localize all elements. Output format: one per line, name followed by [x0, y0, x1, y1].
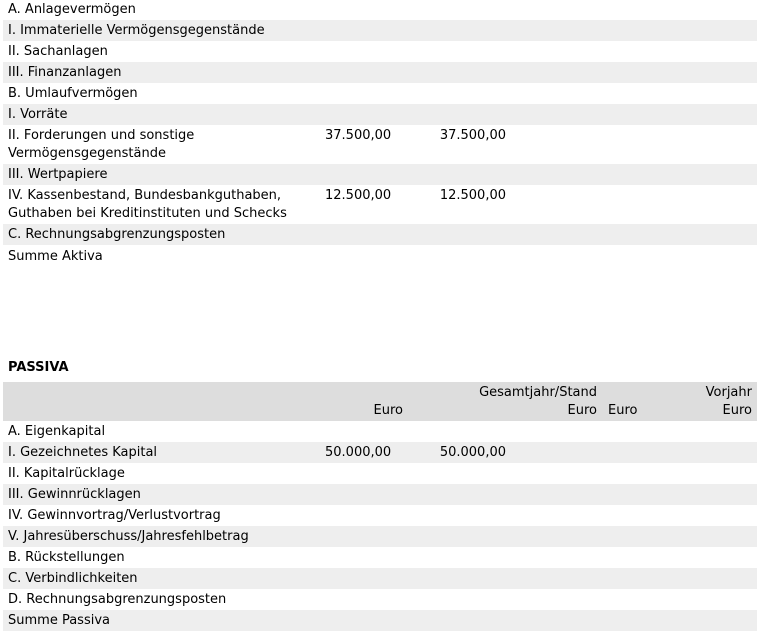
value-cell [408, 484, 602, 505]
table-row [3, 104, 757, 125]
value-cell: 50.000,00 [320, 442, 408, 463]
value-cell [602, 505, 662, 526]
table-row [3, 442, 757, 463]
passiva-table [3, 382, 757, 631]
value-cell [602, 484, 662, 505]
value-cell [662, 505, 757, 526]
row-label: I. Immaterielle Vermögensgegenstände [3, 20, 320, 41]
value-cell [320, 463, 408, 484]
table-row [3, 421, 757, 442]
value-cell [320, 568, 408, 589]
value-cell [320, 83, 408, 104]
row-label: IV. Kassenbestand, Bundesbankguthaben, Guthaben bei Kreditinstituten und Schecks [8, 188, 287, 221]
table-row [3, 505, 757, 526]
value-cell [320, 41, 408, 62]
table-row [3, 484, 757, 505]
header-cell-vorjahr [662, 382, 757, 421]
row-label: III. Gewinnrücklagen [3, 484, 320, 505]
value-cell [662, 610, 757, 631]
value-cell [662, 589, 757, 610]
header-bottom: Euro [608, 403, 638, 418]
row-label: C. Verbindlichkeiten [3, 568, 320, 589]
value-cell [408, 526, 602, 547]
value-cell [602, 610, 662, 631]
value-cell [320, 104, 408, 125]
value-cell [662, 442, 757, 463]
value-cell [408, 421, 602, 442]
value-cell [320, 505, 408, 526]
value-cell [408, 463, 602, 484]
value-cell [602, 125, 662, 164]
value-cell [662, 185, 757, 224]
value-cell [602, 547, 662, 568]
value-cell [662, 62, 757, 83]
row-label: I. Gezeichnetes Kapital [3, 442, 320, 463]
value-cell [320, 20, 408, 41]
value-cell [662, 20, 757, 41]
header-cell-gesamtjahr [408, 382, 602, 421]
value-cell [320, 547, 408, 568]
table-row [3, 185, 757, 224]
value-cell: 12.500,00 [439, 188, 506, 203]
value-cell [602, 442, 662, 463]
value-cell [602, 245, 662, 267]
table-header-row [3, 382, 757, 421]
value-cell [602, 62, 662, 83]
value-cell [602, 0, 662, 20]
value-cell [662, 224, 757, 245]
value-cell [408, 83, 602, 104]
row-label: IV. Gewinnvortrag/Verlustvortrag [8, 508, 221, 523]
value-cell [320, 526, 408, 547]
value-cell [662, 164, 757, 185]
value-cell [408, 245, 602, 267]
aktiva-table [3, 0, 757, 267]
value-cell [408, 20, 602, 41]
value-cell [408, 41, 602, 62]
value-cell [408, 589, 602, 610]
value-cell [662, 0, 757, 20]
value-cell [662, 526, 757, 547]
value-cell [320, 610, 408, 631]
table-row [3, 547, 757, 568]
row-label: II. Forderungen und sonstige Vermögensgegenstände [8, 128, 195, 161]
table-row [3, 62, 757, 83]
value-cell [408, 224, 602, 245]
value-cell: 12.500,00 [325, 188, 392, 203]
value-cell [662, 568, 757, 589]
total-label: Summe Passiva [3, 610, 320, 631]
value-cell [662, 484, 757, 505]
total-row [3, 610, 757, 631]
row-label: A. Eigenkapital [8, 424, 106, 439]
value-cell [408, 62, 602, 83]
row-label: III. Finanzanlagen [3, 62, 320, 83]
value-cell [602, 568, 662, 589]
value-cell [408, 505, 602, 526]
value-cell [320, 0, 408, 20]
table-row [3, 589, 757, 610]
value-cell [662, 463, 757, 484]
table-row [3, 83, 757, 104]
value-cell [602, 185, 662, 224]
header-cell-euro-3 [602, 382, 662, 421]
value-cell [320, 224, 408, 245]
row-label: A. Anlagevermögen [3, 0, 320, 20]
value-cell [320, 484, 408, 505]
row-label: C. Rechnungsabgrenzungsposten [3, 224, 320, 245]
value-cell [320, 62, 408, 83]
table-row [3, 463, 757, 484]
value-cell [408, 547, 602, 568]
row-label: II. Kapitalrücklage [8, 466, 125, 481]
row-label: B. Rückstellungen [8, 550, 125, 565]
value-cell [408, 610, 602, 631]
value-cell [408, 164, 602, 185]
value-cell [662, 547, 757, 568]
total-label: Summe Aktiva [8, 249, 103, 264]
row-label: I. Vorräte [3, 104, 320, 125]
value-cell [408, 0, 602, 20]
value-cell: 50.000,00 [408, 442, 602, 463]
table-row [3, 568, 757, 589]
header-label-cell [3, 382, 320, 421]
row-label: V. Jahresüberschuss/Jahresfehlbetrag [3, 526, 320, 547]
table-row [3, 164, 757, 185]
value-cell [602, 589, 662, 610]
value-cell [602, 83, 662, 104]
value-cell [320, 245, 408, 267]
value-cell [408, 104, 602, 125]
row-label: D. Rechnungsabgrenzungsposten [8, 592, 227, 607]
value-cell [662, 83, 757, 104]
value-cell: 37.500,00 [325, 128, 392, 143]
header-bottom: Euro [722, 403, 752, 418]
header-bottom: Euro [567, 403, 597, 418]
value-cell [662, 125, 757, 164]
value-cell [602, 224, 662, 245]
value-cell [602, 421, 662, 442]
value-cell [662, 421, 757, 442]
value-cell [662, 245, 757, 267]
row-label: III. Wertpapiere [3, 164, 320, 185]
row-label: B. Umlaufvermögen [8, 86, 138, 101]
value-cell [662, 41, 757, 62]
header-cell-euro-1 [320, 382, 408, 421]
value-cell [602, 41, 662, 62]
value-cell [602, 526, 662, 547]
table-row [3, 125, 757, 164]
header-top: Gesamtjahr/Stand [479, 385, 597, 400]
value-cell [320, 421, 408, 442]
table-row [3, 224, 757, 245]
value-cell [602, 104, 662, 125]
value-cell [662, 104, 757, 125]
value-cell [320, 589, 408, 610]
value-cell [320, 164, 408, 185]
table-row [3, 41, 757, 62]
table-row [3, 526, 757, 547]
value-cell [602, 164, 662, 185]
header-bottom: Euro [373, 403, 403, 418]
value-cell [408, 568, 602, 589]
row-label: II. Sachanlagen [8, 44, 108, 59]
header-top: Vorjahr [705, 385, 752, 400]
value-cell [602, 463, 662, 484]
section-heading-passiva: PASSIVA [8, 360, 69, 375]
value-cell: 37.500,00 [439, 128, 506, 143]
table-row [3, 20, 757, 41]
total-row [3, 245, 757, 267]
value-cell [602, 20, 662, 41]
table-row [3, 0, 757, 20]
